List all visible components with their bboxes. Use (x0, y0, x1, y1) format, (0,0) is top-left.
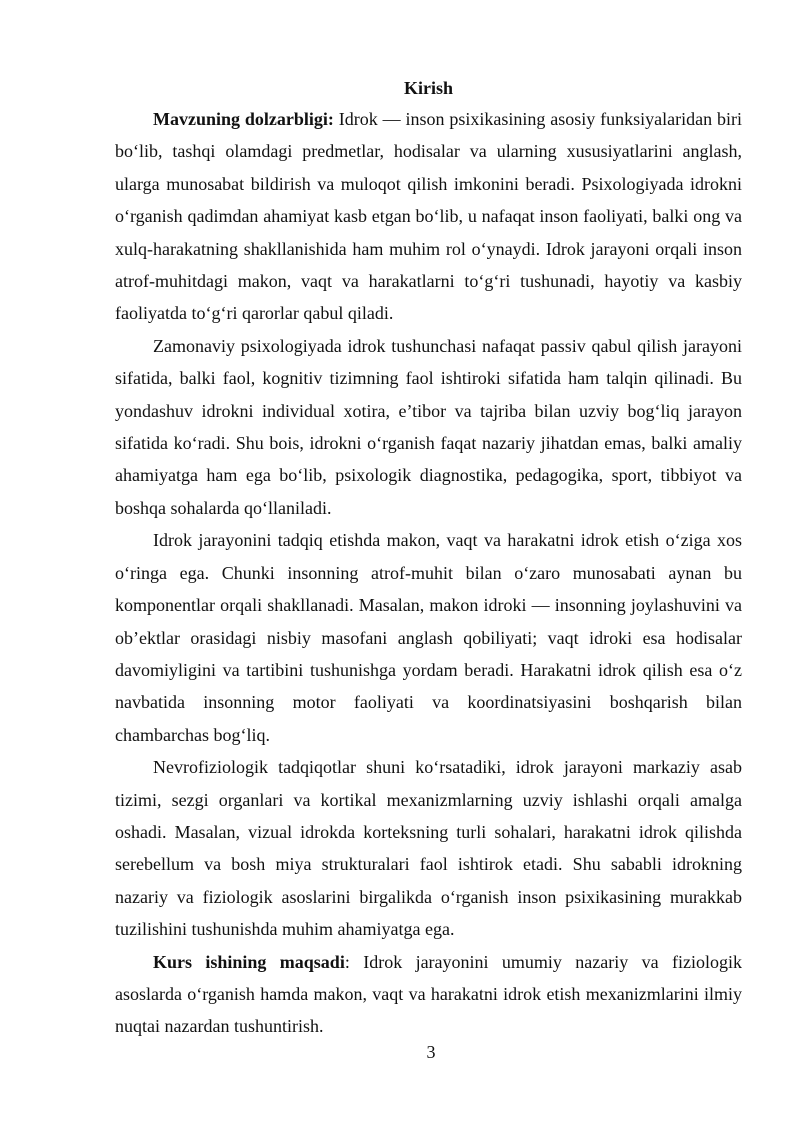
paragraph-course-goal (115, 946, 742, 1043)
paragraph-text: : Idrok jarayonini umumiy nazariy va fiziologik asoslarda o‘rganish hamda makon, vaqt va harakatni idrok etish mexanizmlarini ilmiy nuqtai nazardan tushuntirish. (115, 951, 742, 1037)
paragraph-neurophysiology (115, 751, 742, 945)
paragraph-space-time-motion (115, 524, 742, 751)
paragraph-text: Idrok jarayonini tadqiq etishda makon, vaqt va harakatni idrok etish o‘ziga xos o‘ringa ega. Chunki insonning atrof-muhit bilan o‘zaro munosabati aynan bu komponentlar orqali shakllanadi. Masalan, makon idroki — insonning joylashuvini va ob’ektlar orasidagi nisbiy masofani anglash qobiliyati; vaqt idroki esa hodisalar davomiyligini va tartibini tushunishga yordam beradi. Harakatni idrok qilish esa o‘z navbatida insonning motor faoliyati va koordinatsiyasini boshqarish bilan chambarchas bog‘liq. (115, 530, 742, 745)
page-title: Kirish (403, 78, 453, 98)
paragraph-text: Zamonaviy psixologiyada idrok tushunchasi nafaqat passiv qabul qilish jarayoni sifatida, balki faol, kognitiv tizimning faol ishtiroki sifatida ham talqin qilinadi. Bu yondashuv idrokni individual xotira, e’tibor va tajriba bilan uzviy bog‘liq jarayon sifatida ko‘radi. Shu bois, idrokni o‘rganish faqat nazariy jihatdan emas, balki amaliy ahamiyatga ham ega bo‘lib, psixologik diagnostika, pedagogika, sport, tibbiyot va boshqa sohalarda qo‘llaniladi. (115, 335, 742, 518)
paragraph-text: Nevrofiziologik tadqiqotlar shuni ko‘rsatadiki, idrok jarayoni markaziy asab tizimi, sezgi organlari va kortikal mexanizmlarning uzviy ishlashi orqali amalga oshadi. Masalan, vizual idrokda korteksning turli sohalari, harakatni idrok qilishda serebellum va bosh miya strukturalari faol ishtirok etadi. Shu sababli idrokning nazariy va fiziologik asoslarini birgalikda o‘rganish inson psixikasining murakkab tuzilishini tushunishda muhim ahamiyatga ega. (115, 757, 742, 940)
paragraph-relevance (115, 103, 742, 330)
paragraph-lead: Mavzuning dolzarbligi: (153, 109, 334, 129)
page-number: 3 (426, 1042, 436, 1062)
paragraph-text: Idrok — inson psixikasining asosiy funksiyalaridan biri bo‘lib, tashqi olamdagi predmetlar, hodisalar va ularning xususiyatlarini anglash, ularga munosabat bildirish va muloqot qilish imkonini beradi. Psixologiyada idrokni o‘rganish qadimdan ahamiyat kasb etgan bo‘lib, u nafaqat inson faoliyati, balki ong va xulq-harakatning shakllanishida ham muhim rol o‘ynaydi. Idrok jarayoni orqali inson atrof-muhitdagi makon, vaqt va harakatlarni to‘g‘ri tushunadi, hayotiy va kasbiy faoliyatda to‘g‘ri qarorlar qabul qiladi. (115, 109, 742, 324)
paragraph-modern-psychology (115, 330, 742, 524)
paragraph-lead: Kurs ishining maqsadi (153, 951, 345, 972)
document-page (115, 74, 742, 1043)
